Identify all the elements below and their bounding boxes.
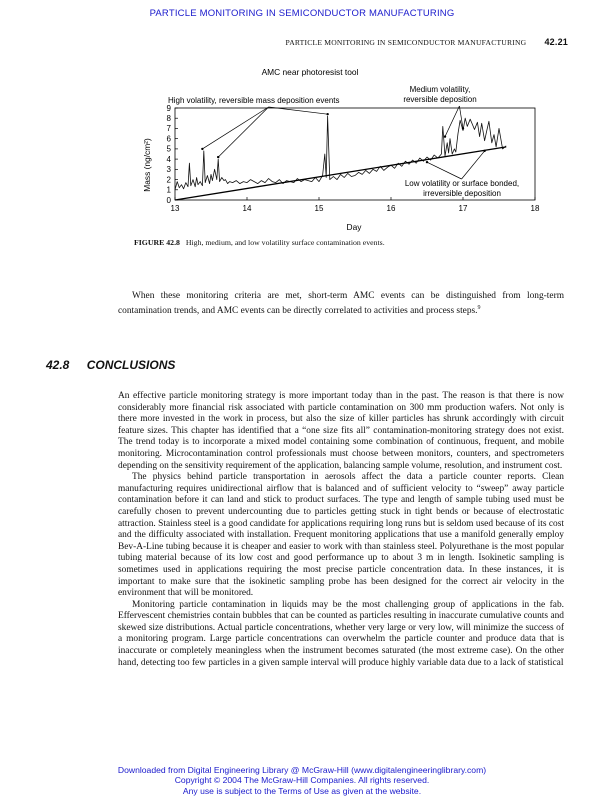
download-footer	[0, 765, 604, 796]
y-tick-label: 1	[166, 185, 171, 195]
annotation-medium-volatility-1: Medium volatility,	[409, 85, 471, 94]
annotation-arrowhead	[201, 148, 203, 150]
annotation-arrowhead	[426, 161, 428, 163]
figure-chart	[130, 62, 550, 234]
annotation-low-volatility-1: Low volatility or surface bonded,	[404, 179, 520, 188]
y-tick-label: 2	[166, 175, 171, 185]
y-axis-label: Mass (ng/cm²)	[142, 138, 152, 192]
annotation-arrowhead	[326, 113, 328, 115]
footer-line: Downloaded from Digital Engineering Library @ McGraw-Hill (www.digitalengineeringlibrary.com)	[117, 765, 487, 775]
footer-line: Any use is subject to the Terms of Use as given at the website.	[182, 785, 422, 796]
annotation-high-volatility: High volatility, reversible mass deposition events	[168, 96, 340, 105]
annotation-arrow	[462, 151, 485, 179]
x-tick-label: 13	[170, 204, 180, 213]
annotation-arrowhead	[462, 127, 464, 129]
conclusions-paragraph: The physics behind particle transportation in aerosols affect the data a particle counter reports. Clean manufacturing requires unidirectional airflow that is balanced and of sufficient velocity to “sweep” away particle contamination before it can land and stick to product surfaces. The type and length of sample tubing used must be carefully chosen to prevent undercounting due to particles getting stuck in tight bends or because of electrostatic attraction. Stainless steel is a good candidate for applications requiring long runs but is seldom used because of its cost and the difficulty associated with installation. Frequent monitoring applications that use a manifold generally employ Bev-A-Line tubing because it is cheaper and easier to work with than stainless steel. Polyurethane is the most popular tubing material because of its low cost and good performance up to about 3 m in length. Isokinetic sampling is sometimes used in applications requiring the most precise particle concentration data. In these instances, it is important to make sure that the isokinetic sampling probe has been designed for the correct air velocity in the environment that will be monitored.	[118, 472, 564, 599]
y-tick-label: 8	[166, 114, 171, 124]
section-heading	[46, 358, 175, 372]
footer-line: Copyright © 2004 The McGraw-Hill Companies. All rights reserved.	[174, 775, 430, 786]
y-tick-label: 6	[166, 134, 171, 144]
x-tick-label: 16	[386, 204, 396, 213]
top-banner: PARTICLE MONITORING IN SEMICONDUCTOR MANUFACTURING	[149, 8, 455, 19]
intro-paragraph-text: When these monitoring criteria are met, short-term AMC events can be distinguished from long-term contamination trends, and AMC events can be directly correlated to activities and process steps.	[118, 291, 564, 316]
y-tick-label: 9	[166, 103, 171, 113]
intro-paragraph	[118, 291, 564, 317]
y-tick-label: 0	[166, 195, 171, 205]
annotation-arrowhead	[444, 135, 446, 137]
x-tick-label: 17	[458, 204, 468, 213]
annotation-arrow	[427, 162, 462, 179]
conclusions-body	[118, 391, 564, 669]
figure-caption-text: High, medium, and low volatility surface contamination events.	[185, 238, 385, 247]
y-tick-label: 5	[166, 144, 171, 154]
x-axis-label: Day	[346, 222, 362, 232]
figure-caption	[134, 238, 385, 247]
annotation-arrowhead	[217, 156, 219, 158]
page-number: 42.21	[544, 37, 568, 47]
annotation-medium-volatility-2: reversible deposition	[403, 95, 477, 104]
x-tick-label: 15	[314, 204, 324, 213]
annotation-arrow	[218, 107, 268, 157]
running-head-title: PARTICLE MONITORING IN SEMICONDUCTOR MANUFACTURING	[285, 38, 527, 47]
annotation-low-volatility-2: irreversible deposition	[423, 189, 501, 198]
y-tick-label: 3	[166, 165, 171, 175]
running-head	[285, 37, 568, 47]
x-tick-label: 14	[242, 204, 252, 213]
section-title: CONCLUSIONS	[86, 358, 176, 372]
annotation-arrow	[445, 106, 459, 137]
y-tick-label: 7	[166, 124, 171, 134]
y-tick-label: 4	[166, 154, 171, 164]
annotation-arrow	[202, 107, 268, 149]
annotation-arrowhead	[483, 150, 485, 152]
section-number: 42.8	[46, 358, 70, 372]
footnote-ref: 9	[477, 304, 481, 311]
conclusions-paragraph: Monitoring particle contamination in liquids may be the most challenging group of applications in the fab. Effervescent chemistries contain bubbles that can be counted as particles resulting in inaccurate cumulative counts and skewed size distributions. Actual particle concentrations, whether very large or very low, will minimize the success of a monitoring program. Large particle concentrations can overwhelm the particle counter and produce data that is inaccurate or completely meaningless when the instrument becomes saturated (the most extreme case). On the other hand, detecting too few particles in a given sample interval will produce highly variable data due to a lack of statistical	[118, 599, 564, 668]
x-tick-label: 18	[530, 204, 540, 213]
chart-title: AMC near photoresist tool	[261, 67, 359, 77]
conclusions-paragraph: An effective particle monitoring strategy is more important today than in the past. The reason is that there is now considerably more financial risk associated with particle contamination on 300 mm production wafers. Not only is there more invested in the work in process, but also the size of killer particles has shrunk accordingly with circuit feature sizes. This chapter has identified that a “one size fits all” contamination-monitoring strategy does not exist. The trend today is to incorporate a mixed model containing some combination of continuous, frequent, and mobile monitoring. Microcontamination control professionals must choose between monitors, counters, and spectrometers depending on the sensitivity requirement of the application, balancing sample volume, resolution, and instrument cost.	[118, 391, 564, 471]
figure-label: FIGURE 42.8	[134, 238, 180, 247]
